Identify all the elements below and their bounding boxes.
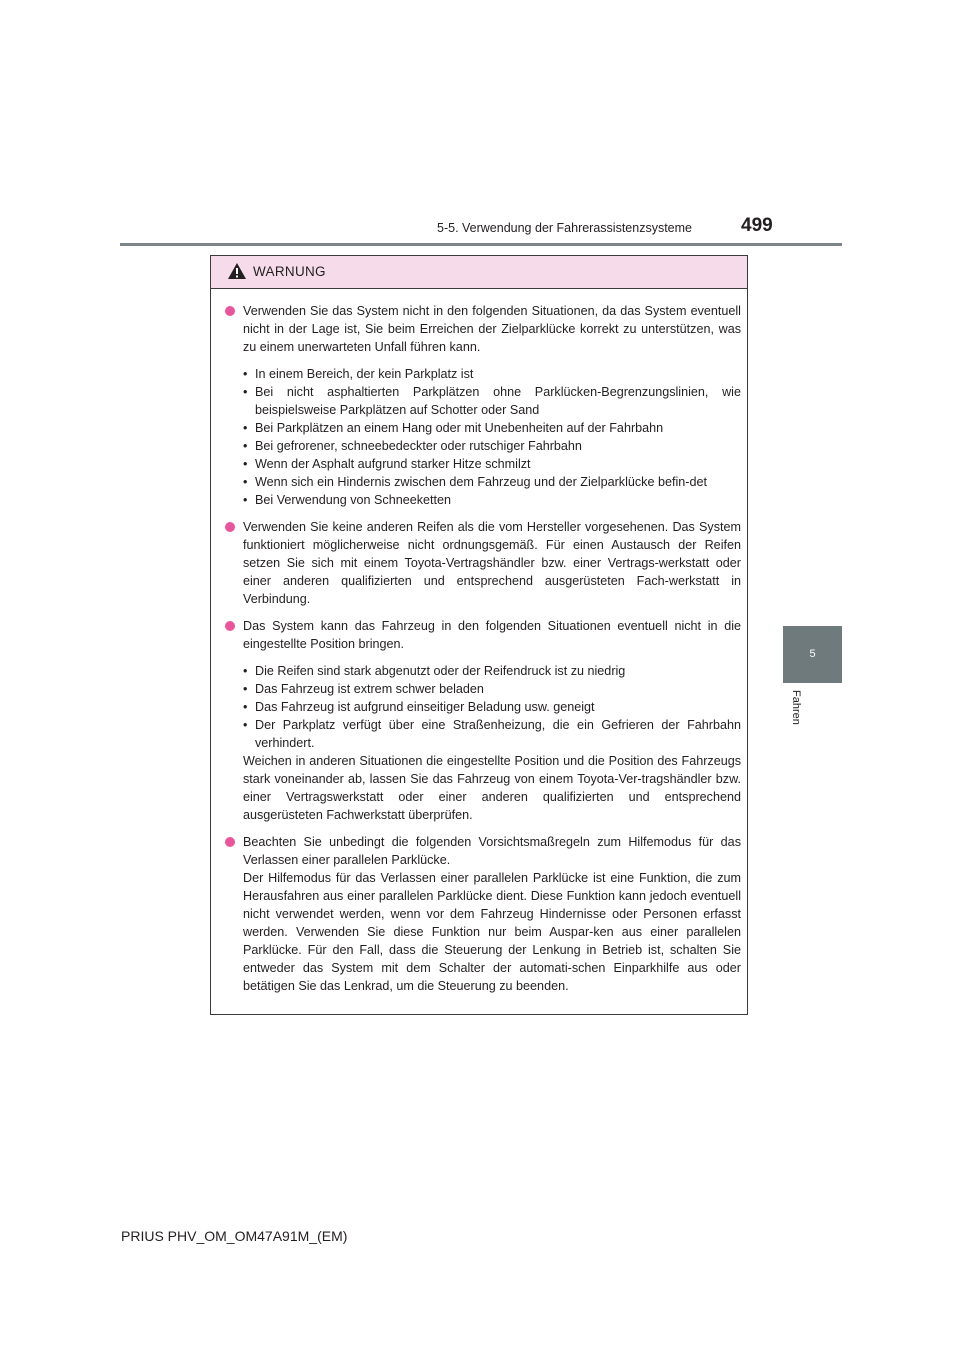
situation-list [243,662,741,752]
list-item: • Der Parkplatz verfügt über eine Straßenheizung, die ein Gefrieren der Fahrbahn verhindert. [243,718,741,750]
warning-note: Weichen in anderen Situationen die eingestellte Position und die Position des Fahrzeugs stark voneinander ab, lassen Sie das Fahrzeug von einem Toyota-Ver-tragshändler bzw. einer Vertragswerkstatt oder einer anderen qualifizierten und entsprechend ausgerüsteten Fachwerkstatt überprüfen. [243,754,741,822]
warning-body [211,289,747,995]
warning-triangle-icon [227,262,247,280]
warning-header [211,256,747,289]
bullet-icon [225,837,235,847]
warning-item-text: Das System kann das Fahrzeug in den folgenden Situationen eventuell nicht in die eingestellte Position bringen. [243,619,741,651]
bullet-icon [225,306,235,316]
section-title: 5-5. Verwendung der Fahrerassistenzsysteme [437,221,692,235]
situation-list [243,365,741,509]
list-item: • Die Reifen sind stark abgenutzt oder der Reifendruck ist zu niedrig [243,664,626,678]
list-item: • In einem Bereich, der kein Parkplatz ist [243,367,474,381]
warning-item-text: Verwenden Sie keine anderen Reifen als die vom Hersteller vorgesehenen. Das System funktioniert möglicherweise nicht ordnungsgemäß. Für einen Austausch der Reifen setzen Sie sich mit einem Toyota-Vertragshändler bzw. einer Vertrags-werkstatt oder einer anderen qualifizierten und entsprechend ausgerüsteten Fach-werkstatt in Verbindung. [243,520,741,606]
warning-item [223,617,741,824]
list-item: • Wenn sich ein Hindernis zwischen dem Fahrzeug und der Zielparklücke befin-det [243,475,707,489]
header-divider [120,243,842,246]
warning-item-text: Verwenden Sie das System nicht in den folgenden Situationen, da das System eventuell nicht in der Lage ist, Sie beim Erreichen der Zielparklücke korrekt zu unterstützen, was zu einem unerwarteten Unfall führen kann. [243,304,741,354]
warning-title: WARNUNG [253,264,326,279]
list-item: • Bei nicht asphaltierten Parkplätzen ohne Parklücken-Begrenzungslinien, wie beispielsweise Parkplätzen auf Schotter oder Sand [243,385,741,417]
list-item: • Bei Verwendung von Schneeketten [243,493,452,507]
list-item: • Bei Parkplätzen an einem Hang oder mit Unebenheiten auf der Fahrbahn [243,421,664,435]
warning-item [223,833,741,995]
chapter-label: Fahren [790,690,802,725]
list-item: • Das Fahrzeug ist extrem schwer beladen [243,682,484,696]
list-item: • Bei gefrorener, schneebedeckter oder rutschiger Fahrbahn [243,439,582,453]
chapter-tab [783,626,842,683]
chapter-number: 5 [809,648,816,660]
document-id: PRIUS PHV_OM_OM47A91M_(EM) [121,1228,348,1244]
warning-item [223,518,741,608]
list-item: • Das Fahrzeug ist aufgrund einseitiger Beladung usw. geneigt [243,700,595,714]
page-number: 499 [741,215,773,236]
list-item: • Wenn der Asphalt aufgrund starker Hitze schmilzt [243,457,531,471]
warning-item-text: Beachten Sie unbedingt die folgenden Vorsichtsmaßregeln zum Hilfemodus für das Verlassen einer parallelen Parklücke. [243,835,741,867]
warning-paragraph: Der Hilfemodus für das Verlassen einer parallelen Parklücke ist eine Funktion, die zum Herausfahren aus einer parallelen Parklücke dient. Diese Funktion kann jedoch eventuell nicht verwendet werden, wenn vor dem Fahrzeug Hindernisse oder Personen erfasst werden. Verwenden Sie diese Funktion nur beim Auspar-ken aus einer parallelen Parklücke. Für den Fall, dass die Steuerung der Lenkung in Betrieb ist, schalten Sie entweder das System mit dem Schalter der automati-schen Einparkhilfe aus oder betätigen Sie das Lenkrad, um die Steuerung zu beenden. [243,871,741,993]
warning-box [210,255,748,1015]
warning-item [223,302,741,509]
bullet-icon [225,621,235,631]
bullet-icon [225,522,235,532]
